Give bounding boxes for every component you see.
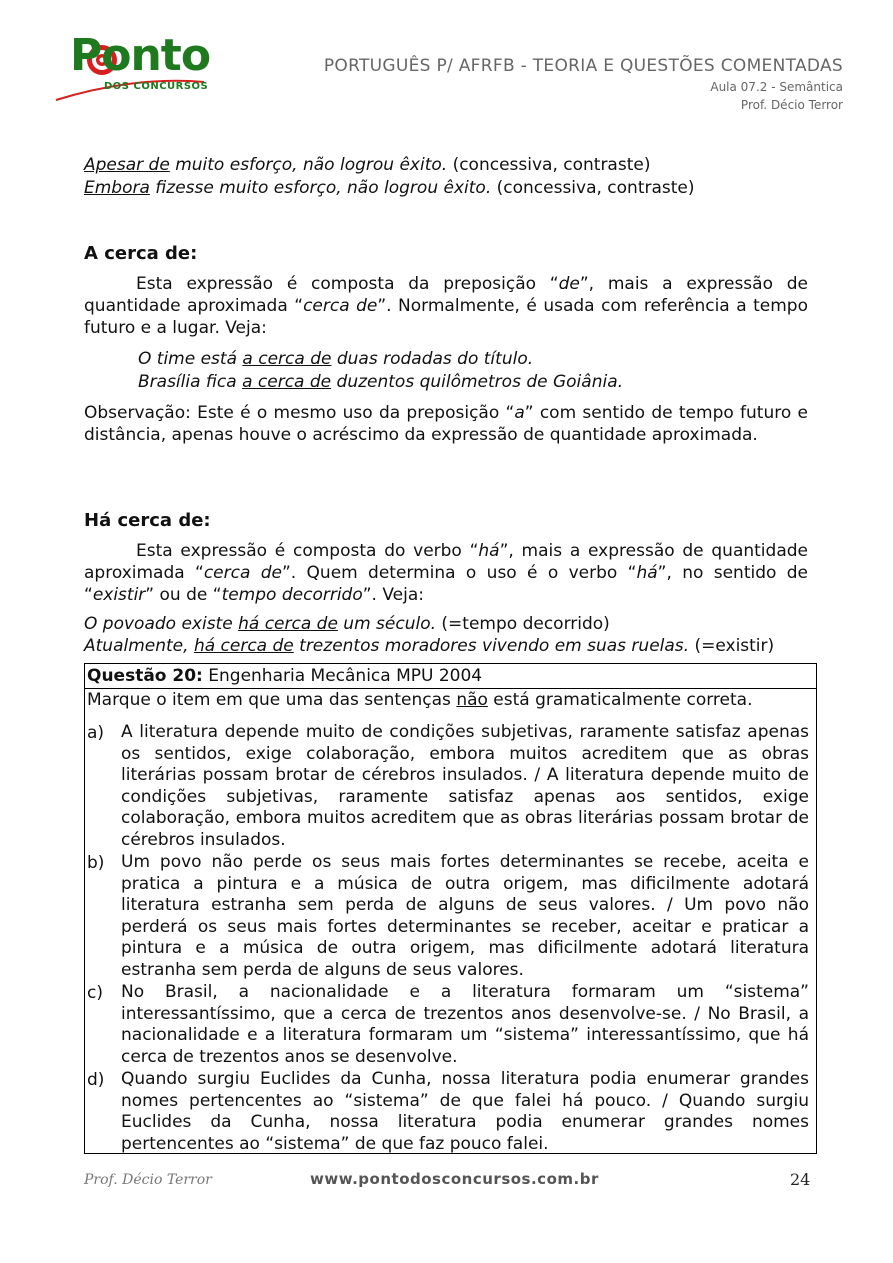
intro-line-1: Apesar de muito esforço, não logrou êxito. (concessiva, contraste) bbox=[84, 155, 651, 175]
question-box: Questão 20: Engenharia Mecânica MPU 2004 Marque o item em que uma das sentenças não está gramaticalmente correta. a) A literatura depende muito de condições subjetivas, raramente satisfaz apenas os sentidos, exige colaboração, embora muitos acreditem que as obras literárias possam brotar de cérebros insulados. / A literatura depende muito de condições subjetivas, raramente satisfaz apenas aos sentidos, exige colaboração, embora muitos acreditem que as obras literárias possam brotar de cérebros insulados. b) Um povo não perde os seus mais fortes determinantes se recebe, aceita e pratica a pintura e a música de outra origem, mas dificilmente adotará literatura estranha sem perda de alguns de seus valores. / Um povo não perderá os seus mais fortes determinantes se receber, aceitar e praticar a pintura e a música de outra origem, mas dificilmente adotará literatura estranha sem perda de alguns de seus valores. c) No Brasil, a nacionalidade e a literatura formaram um “sistema” interessantíssimo, que a cerca de trezentos anos desenvolve-se. / No Brasil, a nacionalidade e a literatura formaram um “sistema” interessantíssimo, que há cerca de trezentos anos se desenvolve. d) Quando surgiu Euclides da Cunha, nossa literatura podia enumerar grandes nomes pertencentes ao “sistema” de que falei há pouco. / Quando surgiu Euclides da Cunha, nossa literatura podia enumerar grandes nomes pertencentes ao “sistema” de que faz pouco falei. bbox=[84, 663, 817, 1154]
section1-example-1: O time está a cerca de duas rodadas do título. bbox=[138, 349, 534, 369]
lesson-label: Aula 07.2 - Semântica bbox=[710, 80, 843, 94]
section2-paragraph: Esta expressão é composta do verbo “há”, mais a expressão de quantidade aproximada “cerca de”. Quem determina o uso é o verbo “há”, no sentido de “existir” ou de “tempo decorrido”. Veja: bbox=[84, 541, 808, 605]
question-label: Questão 20: bbox=[87, 666, 203, 686]
logo-wordmark: Ponto bbox=[70, 30, 211, 81]
section1-observation: Observação: Este é o mesmo uso da preposição “a” com sentido de tempo futuro e distância, apenas houve o acréscimo da expressão de quantidade aproximada. bbox=[84, 403, 808, 445]
footer-site-link[interactable]: www.pontodosconcursos.com.br bbox=[310, 1170, 599, 1188]
intro-line-2: Embora fizesse muito esforço, não logrou êxito. (concessiva, contraste) bbox=[84, 178, 695, 198]
section1-paragraph: Esta expressão é composta da preposição “de”, mais a expressão de quantidade aproximada “cerca de”. Normalmente, é usada com referência a tempo futuro e a lugar. Veja: bbox=[84, 274, 808, 338]
section-title-ha-cerca-de: Há cerca de: bbox=[84, 510, 211, 531]
question-prompt: Marque o item em que uma das sentenças não está gramaticalmente correta. bbox=[87, 690, 753, 710]
section2-example-2: Atualmente, há cerca de trezentos moradores vivendo em suas ruelas. (=existir) bbox=[84, 636, 775, 656]
question-header bbox=[85, 664, 816, 689]
footer-author: Prof. Décio Terror bbox=[84, 1172, 212, 1188]
question-source: Engenharia Mecânica MPU 2004 bbox=[202, 666, 483, 686]
page-number: 24 bbox=[790, 1170, 811, 1189]
section-title-a-cerca-de: A cerca de: bbox=[84, 243, 198, 264]
logo-subtitle: DOS CONCURSOS bbox=[104, 81, 209, 92]
document-title: PORTUGUÊS P/ AFRFB - TEORIA E QUESTÕES COMENTADAS bbox=[323, 56, 843, 76]
section1-example-2: Brasília fica a cerca de duzentos quilômetros de Goiânia. bbox=[138, 372, 624, 392]
professor-label: Prof. Décio Terror bbox=[740, 98, 843, 112]
section2-example-1: O povoado existe há cerca de um século. (=tempo decorrido) bbox=[84, 614, 610, 634]
